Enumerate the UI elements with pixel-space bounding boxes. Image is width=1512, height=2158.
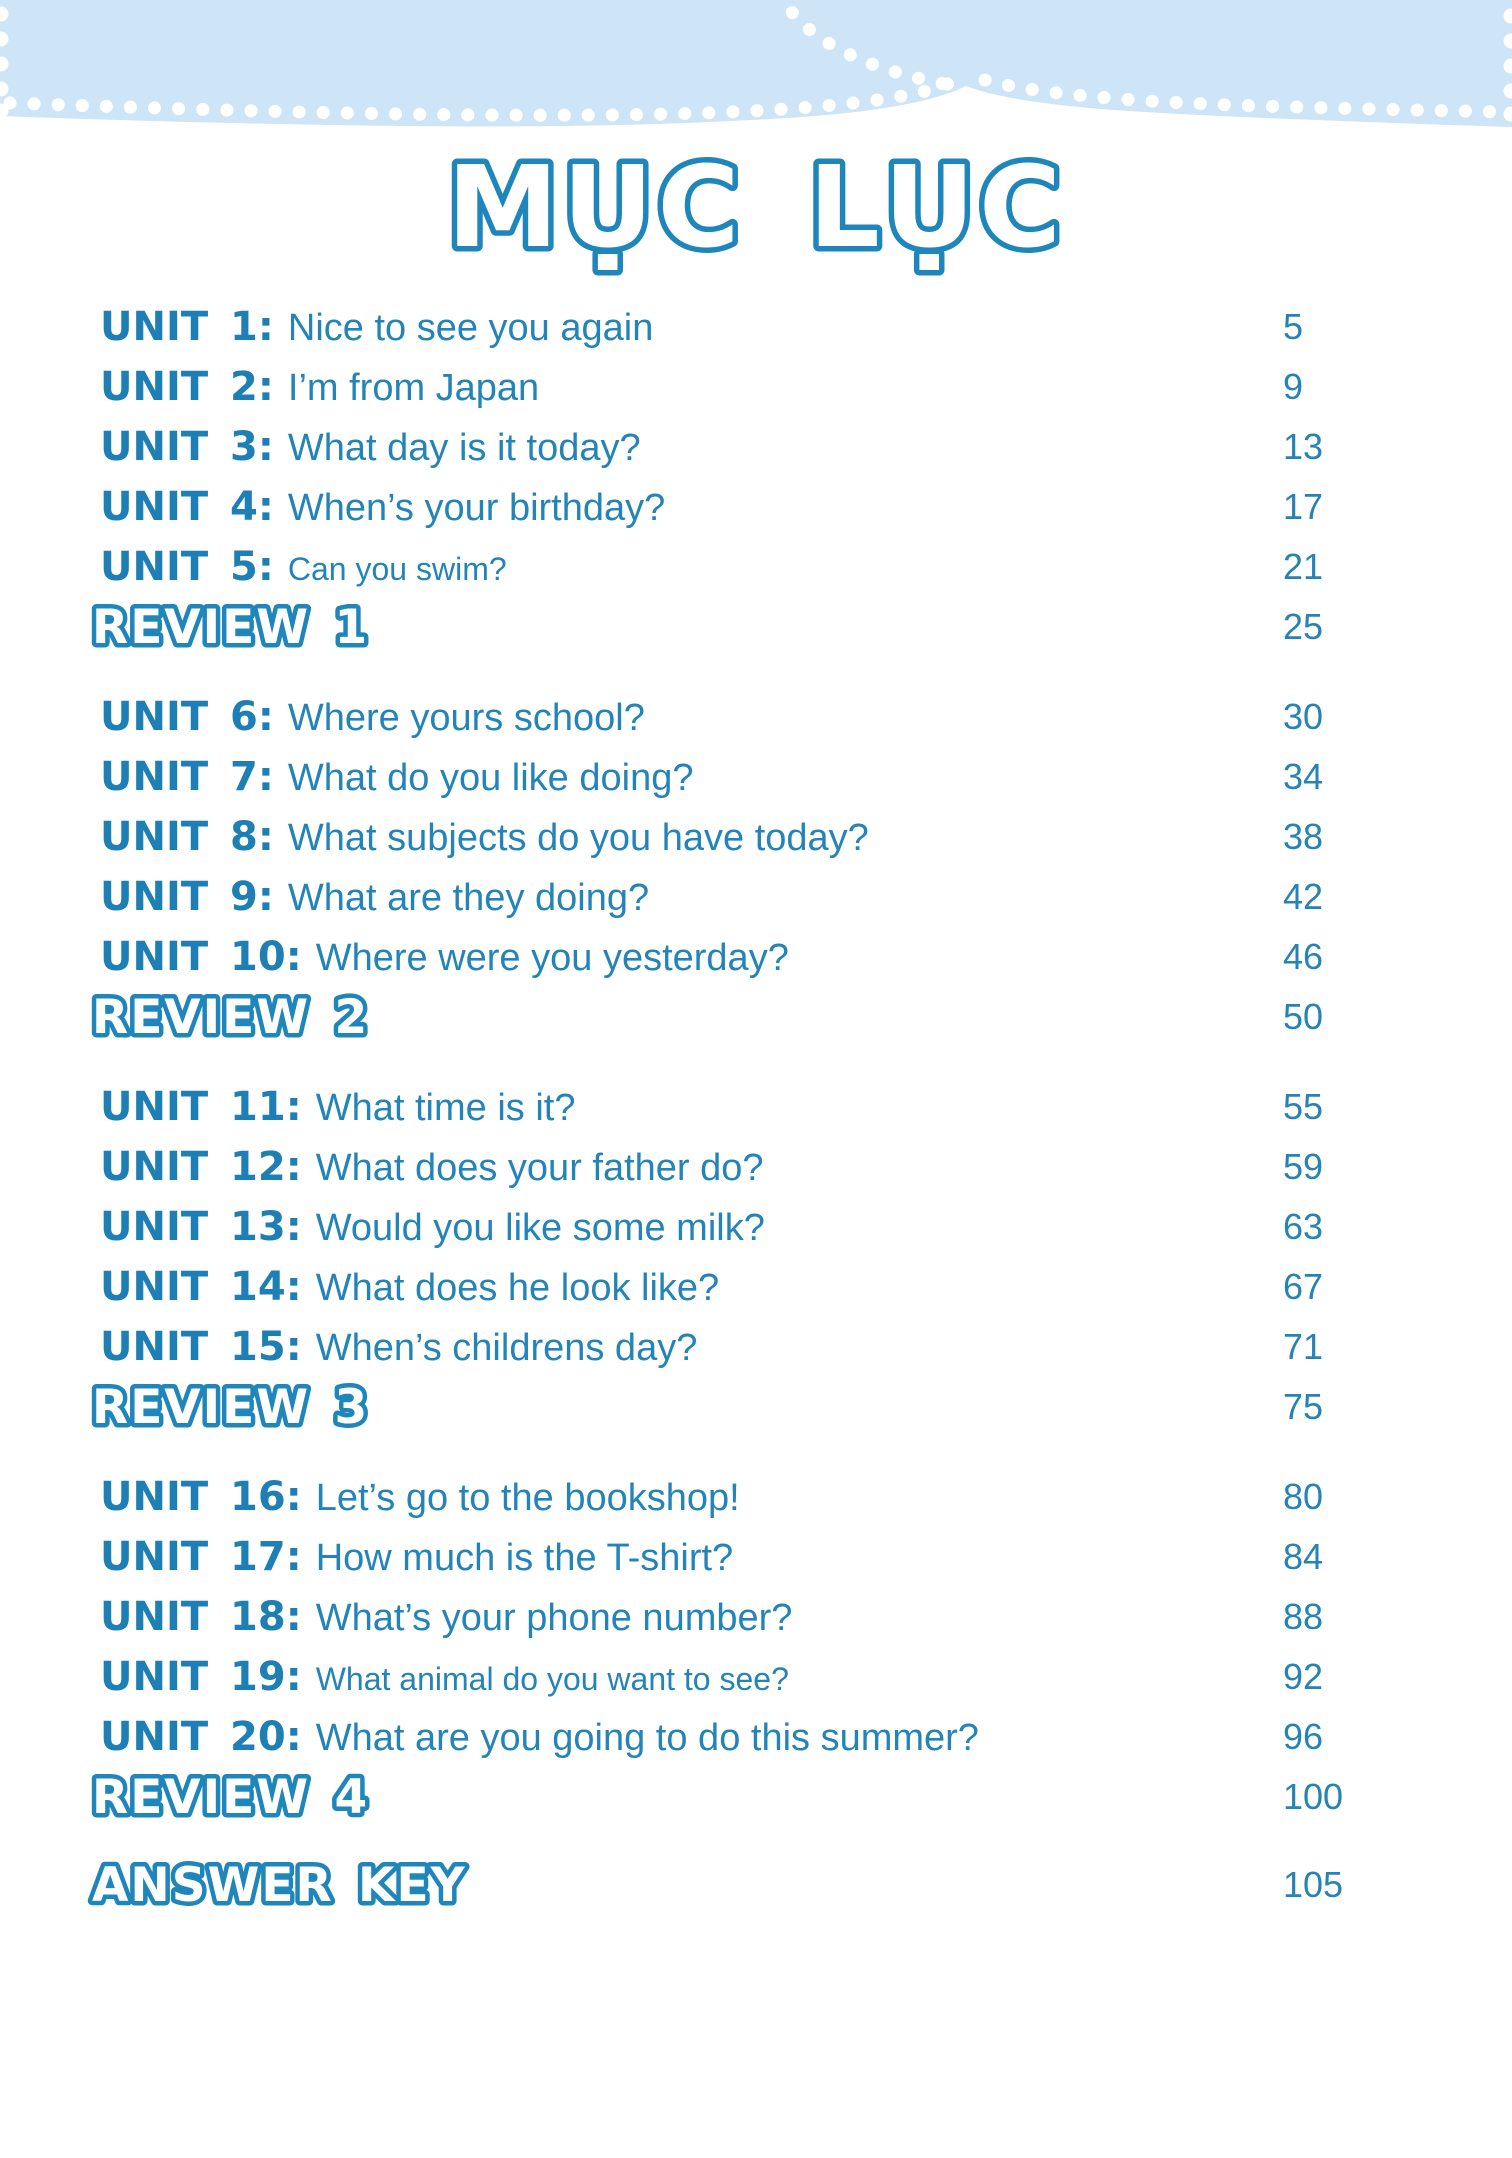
unit-label: UNIT 5:: [100, 544, 274, 590]
unit-title: Where yours school?: [287, 697, 645, 739]
page-title-text: MỤC LỤC: [446, 143, 1066, 273]
unit-title: What does he look like?: [315, 1267, 720, 1309]
toc-row-answer-key: [92, 1855, 1470, 1915]
unit-title: What’s your phone number?: [315, 1597, 793, 1639]
unit-title: Would you like some milk?: [315, 1207, 765, 1249]
review-badge: [86, 985, 516, 1049]
unit-label: UNIT 15:: [100, 1324, 302, 1370]
unit-label: UNIT 12:: [100, 1144, 302, 1190]
toc-row-unit-20: [100, 1707, 1470, 1767]
unit-label: UNIT 13:: [100, 1204, 302, 1250]
page-number: 34: [1283, 756, 1324, 797]
toc-row-review-1: [92, 597, 1470, 657]
page-number: 38: [1283, 816, 1324, 857]
page-number: 88: [1283, 1596, 1324, 1637]
page-number: 80: [1283, 1476, 1324, 1517]
unit-title: How much is the T-shirt?: [315, 1537, 734, 1579]
toc-row-unit-13: [100, 1197, 1470, 1257]
toc-row-unit-14: [100, 1257, 1470, 1317]
unit-label: UNIT 18:: [100, 1594, 302, 1640]
unit-title: Where were you yesterday?: [315, 937, 789, 979]
svg-text:REVIEW 3: REVIEW 3: [92, 1380, 370, 1435]
unit-label: UNIT 7:: [100, 754, 274, 800]
unit-title: What subjects do you have today?: [287, 817, 869, 859]
review-badge: [86, 1375, 516, 1439]
page-number: 46: [1283, 936, 1324, 977]
svg-text:REVIEW 2: REVIEW 2: [92, 990, 370, 1045]
unit-label: UNIT 6:: [100, 694, 274, 740]
page-number: 96: [1283, 1716, 1324, 1757]
page-number: 17: [1283, 486, 1324, 527]
page-number: 71: [1283, 1326, 1324, 1367]
unit-label: UNIT 11:: [100, 1084, 302, 1130]
page-number: 13: [1283, 426, 1324, 467]
svg-text:REVIEW 1: REVIEW 1: [92, 600, 370, 655]
page-number: 59: [1283, 1146, 1324, 1187]
svg-text:REVIEW 4: REVIEW 4: [92, 1770, 370, 1825]
unit-title: What day is it today?: [287, 427, 641, 469]
toc-row-unit-12: [100, 1137, 1470, 1197]
unit-title: What animal do you want to see?: [315, 1661, 789, 1697]
unit-title: When’s your birthday?: [287, 487, 666, 529]
page-number: 25: [1283, 606, 1324, 647]
unit-label: UNIT 8:: [100, 814, 274, 860]
toc-row-unit-8: [100, 807, 1470, 867]
review-badge: [86, 595, 516, 659]
unit-title: Nice to see you again: [287, 307, 654, 349]
page-title: [436, 128, 1076, 288]
review-badge: [86, 1765, 516, 1829]
toc-row-unit-6: [100, 687, 1470, 747]
unit-title: What are you going to do this summer?: [315, 1717, 979, 1759]
page-number: 100: [1283, 1776, 1344, 1817]
unit-title: I’m from Japan: [287, 367, 540, 409]
toc-row-review-3: [92, 1377, 1470, 1437]
unit-label: UNIT 2:: [100, 364, 274, 410]
toc-row-review-2: [92, 987, 1470, 1047]
page-number: 92: [1283, 1656, 1324, 1697]
toc-row-unit-18: [100, 1587, 1470, 1647]
page-number: 9: [1283, 366, 1304, 407]
page-number: 21: [1283, 546, 1324, 587]
unit-title: Let’s go to the bookshop!: [315, 1477, 740, 1519]
page-number: 63: [1283, 1206, 1324, 1247]
unit-label: UNIT 20:: [100, 1714, 302, 1760]
unit-label: UNIT 4:: [100, 484, 274, 530]
page-number: 105: [1283, 1864, 1344, 1905]
toc-row-unit-9: [100, 867, 1470, 927]
page-number: 50: [1283, 996, 1324, 1037]
unit-label: UNIT 16:: [100, 1474, 302, 1520]
unit-title: Can you swim?: [287, 551, 507, 587]
toc-row-unit-16: [100, 1467, 1470, 1527]
toc-row-unit-17: [100, 1527, 1470, 1587]
page-number: 30: [1283, 696, 1324, 737]
toc-row-unit-19: [100, 1647, 1470, 1707]
toc-row-unit-4: [100, 477, 1470, 537]
svg-text:ANSWER KEY: ANSWER KEY: [92, 1858, 467, 1913]
toc-row-unit-10: [100, 927, 1470, 987]
unit-label: UNIT 14:: [100, 1264, 302, 1310]
page-number: 75: [1283, 1386, 1324, 1427]
unit-label: UNIT 19:: [100, 1654, 302, 1700]
toc-row-unit-3: [100, 417, 1470, 477]
answer-key-badge: [86, 1853, 606, 1917]
page-number: 42: [1283, 876, 1324, 917]
unit-title: What time is it?: [315, 1087, 576, 1129]
unit-label: UNIT 10:: [100, 934, 302, 980]
unit-label: UNIT 1:: [100, 304, 274, 350]
table-of-contents: [92, 297, 1470, 1915]
unit-label: UNIT 17:: [100, 1534, 302, 1580]
page-number: 55: [1283, 1086, 1324, 1127]
page-number: 67: [1283, 1266, 1324, 1307]
toc-row-unit-1: [100, 297, 1470, 357]
toc-row-unit-15: [100, 1317, 1470, 1377]
page-number: 5: [1283, 306, 1304, 347]
toc-row-unit-7: [100, 747, 1470, 807]
unit-title: When’s childrens day?: [315, 1327, 698, 1369]
unit-label: UNIT 9:: [100, 874, 274, 920]
toc-row-review-4: [92, 1767, 1470, 1827]
unit-label: UNIT 3:: [100, 424, 274, 470]
unit-title: What do you like doing?: [287, 757, 694, 799]
page-number: 84: [1283, 1536, 1324, 1577]
toc-row-unit-2: [100, 357, 1470, 417]
unit-title: What does your father do?: [315, 1147, 764, 1189]
toc-row-unit-11: [100, 1077, 1470, 1137]
unit-title: What are they doing?: [287, 877, 650, 919]
toc-row-unit-5: [100, 537, 1470, 597]
